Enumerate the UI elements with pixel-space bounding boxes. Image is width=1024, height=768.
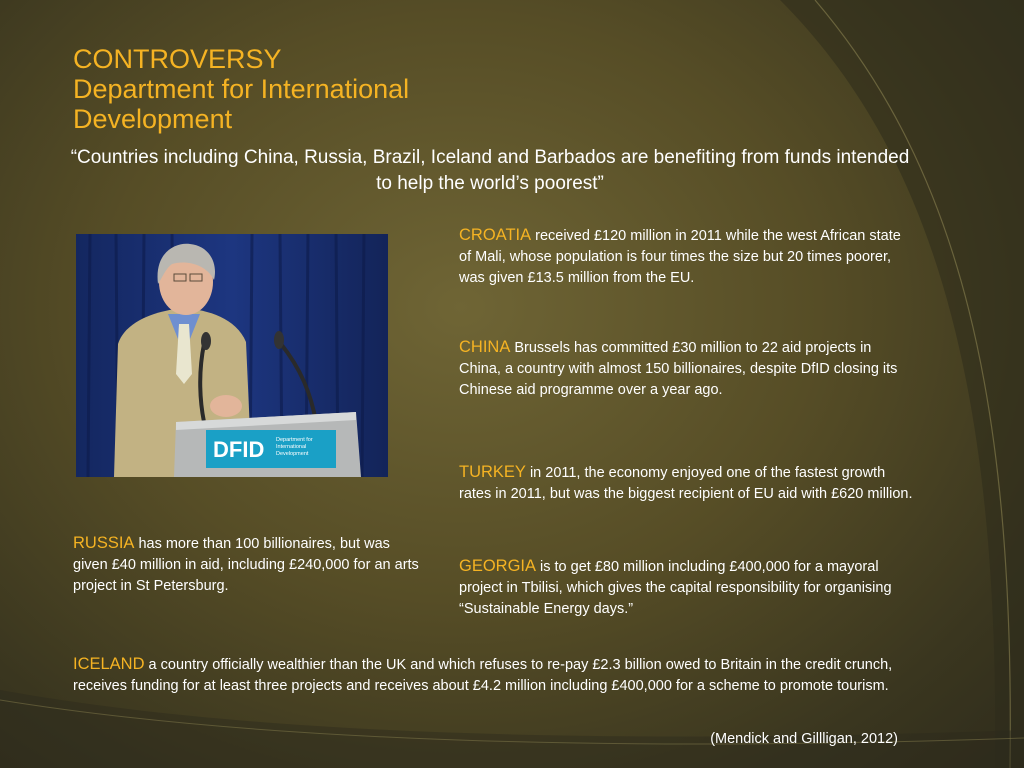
- podium-logo: DFID: [213, 437, 265, 462]
- croatia-block: [459, 225, 914, 289]
- turkey-block: [459, 462, 914, 505]
- croatia-text: received £120 million in 2011 while the west African state of Mali, whose population is four times the size but 20 times poorer, was given £13.5 million from the EU.: [459, 228, 901, 286]
- speaker-photo: [76, 234, 388, 477]
- russia-block: [73, 533, 423, 597]
- georgia-text: is to get £80 million including £400,000 for a mayoral project in Tbilisi, which gives the capital responsibility for organising “Sustainable Energy days.”: [459, 559, 892, 617]
- podium-text-3: Development: [276, 451, 309, 457]
- slide-title: [73, 44, 543, 134]
- china-heading: CHINA: [459, 338, 511, 356]
- iceland-text: a country officially wealthier than the UK and which refuses to re-pay £2.3 billion owed to Britain in the credit crunch, receives funding for at least three projects and receives about £4.2 million including £400,000 for a scheme to promote tourism.: [73, 657, 893, 694]
- croatia-heading: CROATIA: [459, 226, 532, 244]
- title-line-1: CONTROVERSY: [73, 44, 282, 74]
- bottom-swoosh: [0, 690, 1024, 768]
- georgia-block: [459, 556, 899, 620]
- turkey-text: in 2011, the economy enjoyed one of the fastest growth rates in 2011, but was the biggest recipient of EU aid with £620 million.: [459, 465, 913, 502]
- iceland-block: [73, 654, 918, 697]
- citation: (Mendick and Gillligan, 2012): [710, 731, 898, 747]
- china-block: [459, 337, 914, 401]
- china-text: Brussels has committed £30 million to 22 aid projects in China, a country with almost 150 billionaires, despite DfID closing its Chinese aid programme over a year ago.: [459, 340, 898, 398]
- headline-quote: “Countries including China, Russia, Brazil, Iceland and Barbados are benefiting from funds intended to help the world’s poorest”: [70, 147, 910, 194]
- podium-text-2: International: [276, 444, 307, 450]
- russia-heading: RUSSIA: [73, 534, 135, 552]
- turkey-heading: TURKEY: [459, 463, 526, 481]
- hands: [210, 395, 242, 417]
- podium-text-1: Department for: [276, 437, 313, 443]
- iceland-heading: ICELAND: [73, 655, 145, 673]
- russia-text: has more than 100 billionaires, but was given £40 million in aid, including £240,000 for an arts project in St Petersburg.: [73, 536, 419, 594]
- title-line-3: Development: [73, 104, 233, 134]
- georgia-heading: GEORGIA: [459, 557, 537, 575]
- title-line-2: Department for International: [73, 74, 410, 104]
